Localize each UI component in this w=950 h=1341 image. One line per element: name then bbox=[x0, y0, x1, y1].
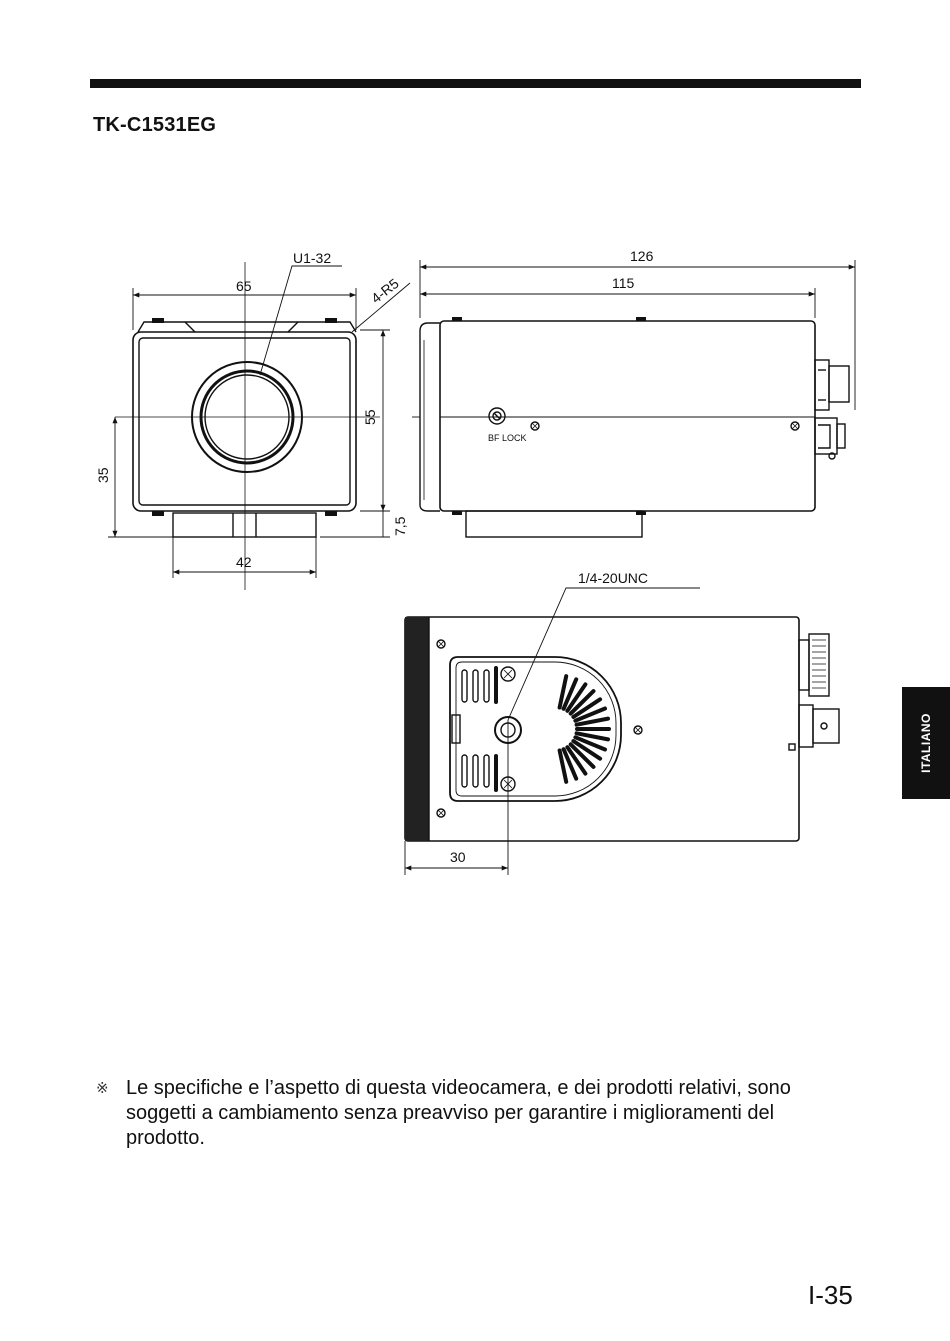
note-text: Le specifiche e l’aspetto di questa videocamera, e dei prodotti relativi, sono soggetti a cambiamento senza preavviso per garantire i miglioramenti del prodotto. bbox=[126, 1077, 791, 1149]
model-title: TK-C1531EG bbox=[93, 114, 217, 136]
bf-lock-label: BF LOCK bbox=[488, 433, 527, 443]
dim-corner-radius: 4-R5 bbox=[367, 275, 402, 307]
dim-tripod-offset: 30 bbox=[450, 849, 466, 865]
dim-front-height: 55 bbox=[362, 409, 378, 425]
bottom-view bbox=[405, 617, 839, 841]
footnote bbox=[96, 1076, 836, 1151]
dim-center-height: 35 bbox=[95, 467, 111, 483]
language-tab bbox=[902, 687, 950, 799]
dim-body-length: 115 bbox=[612, 275, 635, 291]
front-view bbox=[115, 262, 380, 590]
dim-tripod-thread: 1/4-20UNC bbox=[578, 570, 649, 586]
dim-front-width: 65 bbox=[236, 278, 252, 294]
bottom-plate-fins bbox=[496, 668, 609, 790]
language-tab-label: ITALIANO bbox=[919, 713, 933, 773]
dim-base-height: 7,5 bbox=[392, 516, 408, 536]
note-symbol: ※ bbox=[96, 1079, 109, 1097]
dim-lens-mount: U1-32 bbox=[293, 250, 332, 266]
dim-overall-length: 126 bbox=[630, 248, 654, 264]
side-view bbox=[420, 317, 849, 537]
page-number: I-35 bbox=[808, 1280, 853, 1310]
dim-base-width: 42 bbox=[236, 554, 252, 570]
